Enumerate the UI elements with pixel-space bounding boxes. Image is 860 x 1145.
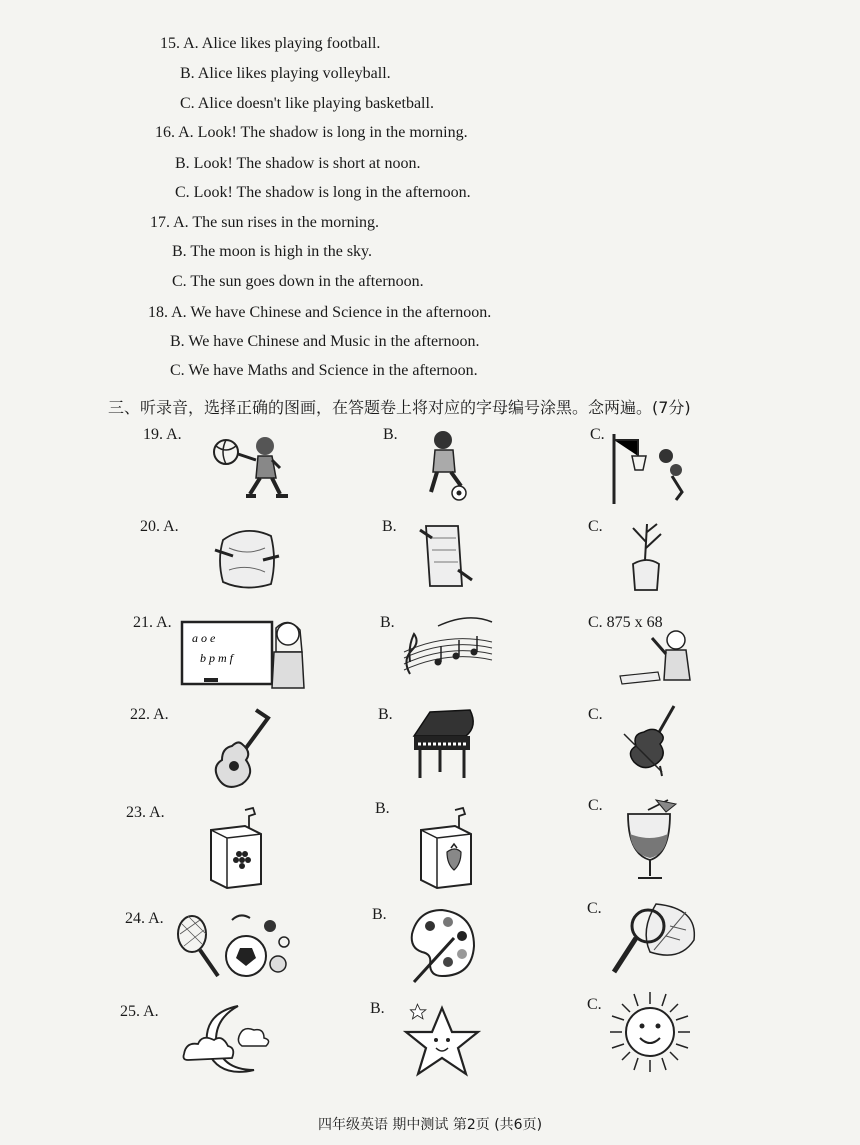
q23-label: 23. A. [126,804,165,821]
guitar-icon [212,708,272,788]
moon-cloud-icon [180,1000,275,1085]
pillow-hands-icon [215,520,280,592]
paint-palette-icon [408,906,478,984]
q21-label: 21. A. [133,614,172,631]
grape-juice-icon [205,808,267,888]
volleyball-girl-icon [210,430,295,500]
magnifier-leaf-icon [610,900,700,975]
music-notes-icon [398,612,498,687]
chinese-class-icon [180,612,310,692]
q20-b-label: B. [382,518,397,535]
q22-b-label: B. [378,706,393,723]
q18-option-c: C. We have Maths and Science in the afternoon. [170,362,478,379]
blackboard-line-2: b p m f [200,651,233,665]
q20-c-label: C. [588,518,603,535]
q15-option-c: C. Alice doesn't like playing basketball. [180,95,434,112]
q20-label: 20. A. [140,518,179,535]
violin-icon [622,704,684,776]
q16-option-a: 16. A. Look! The shadow is long in the morning. [155,124,468,141]
basketball-hoop-icon [610,430,695,505]
q24-label: 24. A. [125,910,164,927]
football-boy-icon [425,430,470,502]
q16-option-b: B. Look! The shadow is short at noon. [175,155,421,172]
q17-option-a: 17. A. The sun rises in the morning. [150,214,380,231]
q15-option-a: 15. A. Alice likes playing football. [160,35,381,52]
q18-option-b: B. We have Chinese and Music in the afternoon. [170,333,480,350]
q15-option-b: B. Alice likes playing volleyball. [180,65,391,82]
q19-c-label: C. [590,426,605,443]
q25-b-label: B. [370,1000,385,1017]
q16-option-c: C. Look! The shadow is long in the afternoon. [175,184,471,201]
page-footer: 四年级英语 期中测试 第2页 (共6页) [317,1117,543,1133]
blackboard-line-1: a o e [192,631,216,645]
maths-problem-text: 875 x 68 [606,614,663,631]
q17-option-b: B. The moon is high in the sky. [172,243,372,260]
piano-icon [410,706,480,781]
maths-teacher-icon [618,630,703,690]
sun-icon [608,990,693,1075]
q25-c-label: C. [587,996,602,1013]
q23-b-label: B. [375,800,390,817]
q19-label: 19. A. [143,426,182,443]
q22-c-label: C. [588,706,603,723]
q23-c-label: C. [588,797,603,814]
sports-balls-icon [174,906,299,986]
q24-b-label: B. [372,906,387,923]
q18-option-a: 18. A. We have Chinese and Science in the afternoon. [148,304,492,321]
q21-b-label: B. [380,614,395,631]
star-icon [402,1000,482,1082]
q25-label: 25. A. [120,1003,159,1020]
twig-hand-icon [625,520,670,595]
cocktail-glass-icon [622,798,677,883]
section-3-title: 三、听录音，选择正确的图画，在答题卷上将对应的字母编号涂黑。念两遍。(7分) [108,398,691,417]
strawberry-juice-icon [415,808,477,888]
q17-option-c: C. The sun goes down in the afternoon. [172,273,424,290]
q24-c-label: C. [587,900,602,917]
q19-b-label: B. [383,426,398,443]
q22-label: 22. A. [130,706,169,723]
q21-c-label: C. 875 x 68 [588,614,663,631]
paper-hands-icon [418,520,473,592]
